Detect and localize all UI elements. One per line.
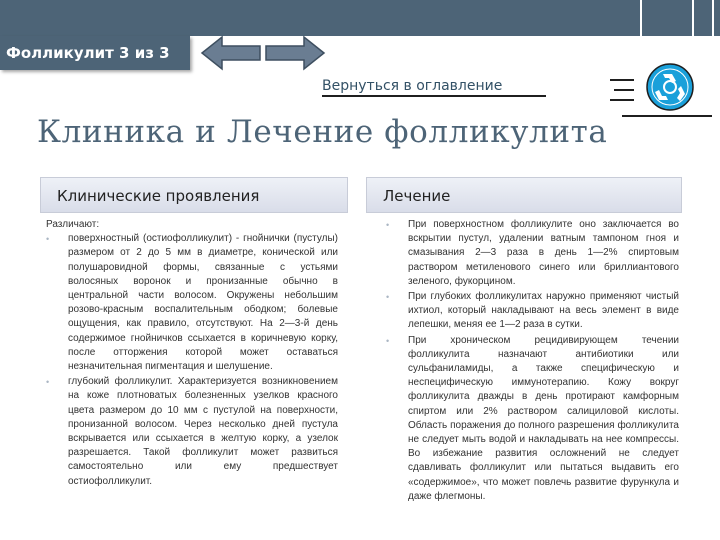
top-bar-divider xyxy=(692,0,694,36)
list-item: • глубокий фолликулит. Характеризуется возникновением на коже плотноватых болезненных узелков красного цвета размером до 10 мм с пустулой на поверхности, пронизанной волосом. Через несколько дней пустула вскрывается или ссыхается в желтую корку, а узелок разрешается. Такой фолликулит может развиться самостоятельно или ему предшествует остиофолликулит. xyxy=(46,376,338,487)
treatment-section-body xyxy=(386,218,679,505)
left-arrow-icon[interactable] xyxy=(200,33,262,73)
clinical-section-body xyxy=(46,218,338,490)
treatment-section-header: Лечение xyxy=(366,177,682,213)
bullet-icon: • xyxy=(386,220,390,230)
back-to-contents-link[interactable]: Вернуться в оглавление xyxy=(322,78,503,94)
bullet-icon: • xyxy=(46,234,50,245)
bullet-icon: • xyxy=(46,377,50,388)
clinical-intro: Различают: xyxy=(46,219,100,230)
clinical-section-header: Клинические проявления xyxy=(40,177,348,213)
top-bar-divider xyxy=(640,0,642,36)
list-item: • поверхностный (остиофолликулит) - гнойнички (пустулы) размером от 2 до 5 мм в диаметре, конической или полушаровидной формы, связанные с устьями волосяных воронок и пронизанные обычно в центральной части волосом. Окружены небольшим розово-красным воспалительным ободком; болевые ощущения, как правило, отсутствуют. На 2—3-й день содержимое гнойничков ссыхается в коричневую корку, после отторжения которой может оставаться незначительная пигментация и шелушение. xyxy=(46,233,338,373)
top-bar-divider xyxy=(712,0,714,36)
right-arrow-icon[interactable] xyxy=(264,33,326,73)
list-item: • При глубоких фолликулитах наружно применяют чистый ихтиол, который накладывают на весь элемент в виде лепешки, меняя ее 1—2 раза в сутки. xyxy=(386,291,679,331)
bullet-icon: • xyxy=(386,335,390,346)
bullet-icon: • xyxy=(386,292,390,303)
list-item: • При хроническом рецидивирующем течении фолликулита назначают антибиотики или сульфаниламиды, а также специфическую и неспецифическую иммунотерапию. Кожу вокруг фолликулита дважды в день протирают камфорным спиртом или 2% раствором салициловой кислоты. Область поражения до полного разрешения фолликулита не следует мыть водой и накладывать на нее компрессы. Во избежание развития осложнений не следует сдавливать фолликулит или пытаться выдавить его «содержимое», что может повлечь развитие фурункула и даже флегмоны. xyxy=(386,334,679,502)
treatment-list xyxy=(386,218,679,504)
top-bar xyxy=(0,0,720,36)
recycle-logo-icon[interactable] xyxy=(608,60,714,122)
slide-counter: Фолликулит 3 из 3 xyxy=(0,36,190,70)
back-link-underline xyxy=(322,95,546,97)
clinical-list xyxy=(46,232,338,489)
list-item: • При поверхностном фолликулите оно заключается во вскрытии пустул, удалении ватным тампоном гноя и смазывания 2—3 раза в день 1—2% спиртовым раствором метиленового синего или бриллиантового зеленого, фукорцином. xyxy=(386,219,679,287)
page-title: Клиника и Лечение фолликулита xyxy=(37,114,608,150)
